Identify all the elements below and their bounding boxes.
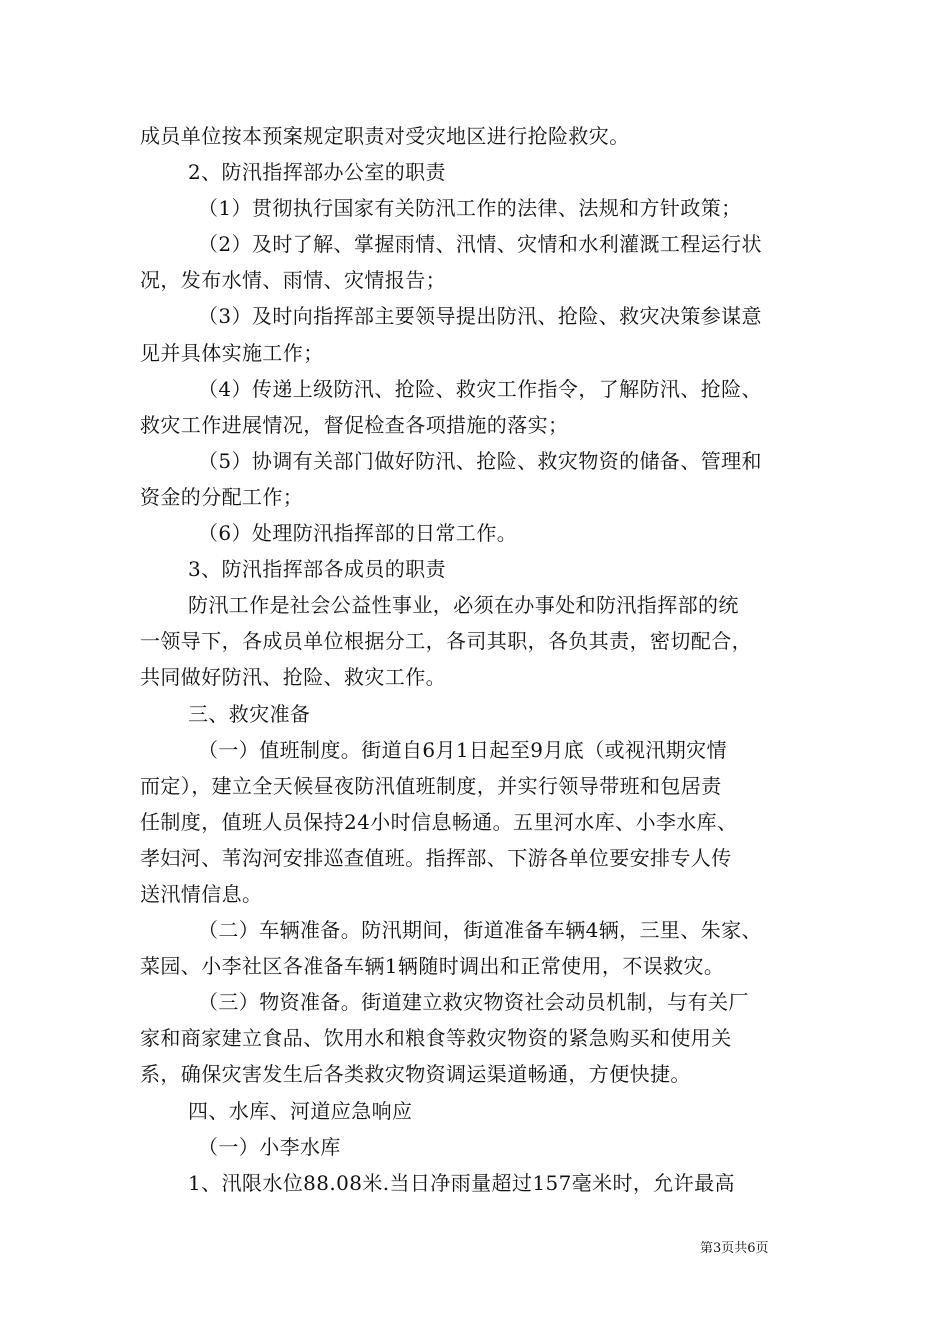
page-number-footer: 第3页共6页 (700, 1241, 769, 1256)
text-line: （一）值班制度。街道自6月1日起至9月底（或视汛期灾情 (198, 737, 727, 762)
text-line: 三、救灾准备 (188, 701, 311, 726)
text-line: 2、防汛指挥部办公室的职责 (188, 160, 446, 185)
text-line: 家和商家建立食品、饮用水和粮食等救灾物资的紧急购买和使用关 (140, 1026, 732, 1051)
text-line: 送汛情信息。 (140, 881, 263, 906)
text-line: 一领导下，各成员单位根据分工，各司其职，各负其责，密切配合， (140, 629, 752, 654)
text-line: （4）传递上级防汛、抢险、救灾工作指令，了解防汛、抢险、 (198, 376, 762, 401)
text-line: 成员单位按本预案规定职责对受灾地区进行抢险救灾。 (140, 124, 630, 148)
text-line: 资金的分配工作； (140, 484, 304, 509)
text-line: （5）协调有关部门做好防汛、抢险、救灾物资的储备、管理和 (198, 448, 762, 473)
text-line: （2）及时了解、掌握雨情、汛情、灾情和水利灌溉工程运行状 (198, 232, 762, 257)
text-line: （3）及时向指挥部主要领导提出防汛、抢险、救灾决策参谋意 (198, 304, 762, 329)
text-line: 3、防汛指挥部各成员的职责 (188, 557, 446, 582)
text-line: 防汛工作是社会公益性事业，必须在办事处和防汛指挥部的统 (188, 593, 739, 618)
text-line: （三）物资准备。街道建立救灾物资社会动员机制，与有关厂 (198, 990, 749, 1015)
text-line: 任制度，值班人员保持24小时信息畅通。五里河水库、小李水库、 (140, 809, 738, 834)
text-line: （1）贯彻执行国家有关防汛工作的法律、法规和方针政策； (198, 196, 742, 221)
text-line: 四、水库、河道应急响应 (188, 1098, 413, 1123)
text-line: （二）车辆准备。防汛期间，街道准备车辆4辆，三里、朱家、 (198, 918, 762, 943)
text-line: （一）小李水库 (198, 1134, 341, 1159)
text-line: 菜园、小李社区各准备车辆1辆随时调出和正常使用，不误救灾。 (140, 954, 725, 979)
text-line: 救灾工作进展情况，督促检查各项措施的落实； (140, 412, 569, 437)
text-line: 见并具体实施工作； (140, 340, 324, 365)
text-line: 孝妇河、苇沟河安排巡查值班。指挥部、下游各单位要安排专人传 (140, 845, 732, 870)
text-line: 1、汛限水位88.08米.当日净雨量超过157毫米时，允许最高 (188, 1170, 735, 1195)
document-body (140, 118, 816, 1201)
text-line: 况，发布水情、雨情、灾情报告； (140, 268, 446, 293)
text-line: （6）处理防汛指挥部的日常工作。 (198, 521, 518, 546)
text-line: 共同做好防汛、抢险、救灾工作。 (140, 665, 446, 690)
text-line: 系，确保灾害发生后各类救灾物资调运渠道畅通，方便快捷。 (140, 1062, 691, 1087)
text-line: 而定），建立全天候昼夜防汛值班制度，并实行领导带班和包居责 (140, 773, 722, 798)
